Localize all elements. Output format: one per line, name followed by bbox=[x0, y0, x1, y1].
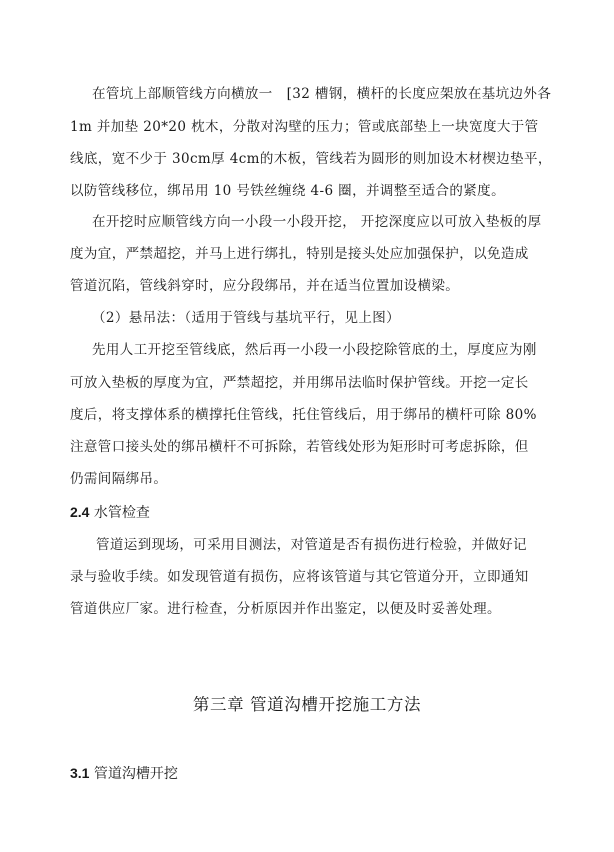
section-title: 管道沟槽开挖 bbox=[93, 766, 178, 782]
paragraph-line: 录与验收手续。如发现管道有损伤，应将该管道与其它管道分开，立即通知 bbox=[70, 569, 529, 585]
paragraph-line: 线底，宽不少于 30cm厚 4cm的木板，管线若为圆形的则加设木材楔边垫平， bbox=[70, 151, 552, 167]
paragraph-line: （2）悬吊法：（适用于管线与基坑平行，见上图） bbox=[92, 310, 401, 326]
section-heading-3-1 bbox=[70, 764, 178, 783]
chapter-title: 第三章 管道沟槽开挖施工方法 bbox=[192, 695, 422, 714]
section-number: 3.1 bbox=[70, 765, 90, 781]
section-title: 水管检查 bbox=[93, 505, 150, 521]
section-number: 2.4 bbox=[70, 504, 90, 520]
paragraph-line: 管道供应厂家。进行检查，分析原因并作出鉴定，以便及时妥善处理。 bbox=[70, 601, 501, 617]
paragraph-line: 度为宜，严禁超挖，并马上进行绑扎，特别是接头处应加强保护，以免造成 bbox=[70, 246, 529, 262]
paragraph-line: 可放入垫板的厚度为宜，严禁超挖，并用绑吊法临时保护管线。开挖一定长 bbox=[70, 375, 529, 391]
paragraph-line: 仍需间隔绑吊。 bbox=[70, 471, 168, 487]
paragraph-line: 注意管口接头处的绑吊横杆不可拆除，若管线处形为矩形时可考虑拆除，但 bbox=[70, 439, 529, 455]
paragraph-line: 管道运到现场，可采用目测法，对管道是否有损伤进行检验，并做好记 bbox=[96, 537, 527, 553]
paragraph-line: 在管坑上部顺管线方向横放一 [32 槽钢，横杆的长度应架放在基坑边外各 bbox=[92, 86, 552, 102]
section-heading-2-4 bbox=[70, 503, 150, 522]
paragraph-line: 先用人工开挖至管线底，然后再一小段一小段挖除管底的土，厚度应为刚 bbox=[92, 342, 537, 358]
paragraph-line: 管道沉陷，管线斜穿时，应分段绑吊，并在适当位置加设横梁。 bbox=[70, 278, 460, 294]
paragraph-line: 度后，将支撑体系的横撑托住管线，托住管线后，用于绑吊的横杆可除 80% bbox=[70, 407, 537, 423]
paragraph-line: 以防管线移位，绑吊用 10 号铁丝缠绕 4-6 圈，并调整至适合的紧度。 bbox=[70, 183, 505, 199]
paragraph-line: 在开挖时应顺管线方向一小段一小段开挖， 开挖深度应以可放入垫板的厚 bbox=[92, 214, 542, 230]
paragraph-line: 1m 并加垫 20*20 枕木，分散对沟壁的压力；管或底部垫上一块宽度大于管 bbox=[70, 119, 539, 135]
